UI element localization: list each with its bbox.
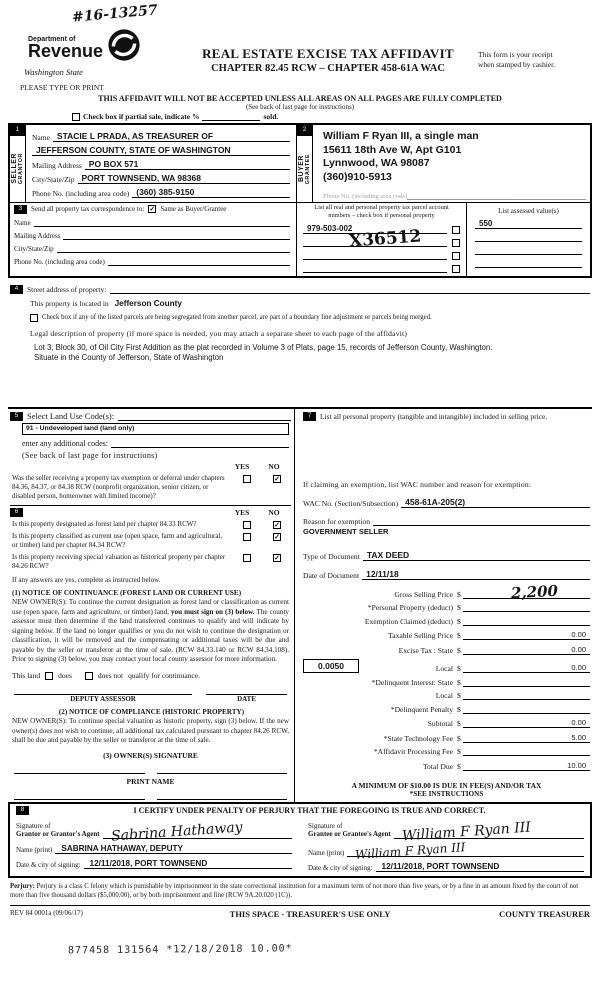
correspondence-label: Send all property tax correspondence to: — [31, 205, 145, 214]
forest-yes-checkbox[interactable] — [243, 521, 251, 529]
partial-sale-percent-field[interactable] — [202, 113, 260, 121]
exemption-prompt: If claiming an exemption, list WAC number and reason for exemption: — [303, 479, 532, 489]
date-of-document-label: Date of Document — [303, 570, 360, 580]
grantor-signature-block: Signature of Grantor or Grantor's Agent Sabrina Hathaway Name (print) SABRINA HATHAWAY, DEPUTY Date & city of signing: 12/11/2018, PORT TOWNSEND — [16, 817, 292, 873]
grantor-date-field[interactable]: 12/11/2018, PORT TOWNSEND — [84, 859, 292, 869]
type-of-document-field[interactable]: TAX DEED — [363, 550, 590, 561]
sold-label: sold. — [263, 112, 279, 121]
grantee-date-field[interactable]: 12/11/2018, PORT TOWNSEND — [376, 862, 584, 872]
if-yes-note: If any answers are yes, complete as instructed below. — [12, 576, 161, 585]
reason-value: GOVERNMENT SELLER — [303, 526, 389, 536]
fee-row-gross: Gross Selling Price $ 2,200 — [303, 590, 590, 599]
handwritten-file-number: #16-13257 — [71, 2, 159, 26]
seller-phone-field[interactable]: (360) 385-9150 — [132, 187, 290, 198]
corr-phone-field[interactable] — [108, 256, 290, 266]
cashier-stamp: 877458 131564 *12/18/2018 10.00* — [67, 942, 293, 956]
local-rate-box: 0.0050 — [303, 659, 359, 673]
corr-name-label: Name — [14, 218, 31, 227]
fee-row-excise-local: 0.0050 Local $ 0.00 — [303, 659, 590, 673]
notice-continuance-body: NEW OWNER(S): To continue the current designation as forest land or classification as current use (open space, farm and agriculture, or timber) land, you must sign on (3) below. The county assessor must then determine if the land transferred continues to qualify and will indicate by signing below. If the land no longer qualifies or you do not wish to continue the designation or classification, it will be removed and the compensating or additional taxes will be due and payable by the seller or transferor at the time of sale. (RCW 84.33.140 or RCW 84.34.108). Prior to signing (3) below, you may contact your local county assessor for more information. — [12, 598, 290, 663]
deferral-question: Was the seller receiving a property tax exemption or deferral under chapters 84.36, 84.37, or 84.38 RCW (nonprofit organization, senior citizen, or disabled person, homeowner with limited income)? — [12, 473, 225, 500]
assessed-values-section — [467, 203, 590, 276]
current-use-question-row — [10, 532, 291, 550]
street-address-label: Street address of property: — [27, 284, 107, 294]
personal-property-checkbox[interactable] — [452, 252, 460, 260]
section-4-number: 4 — [10, 285, 23, 294]
parcel-number-field[interactable] — [303, 251, 447, 260]
land-use-code-line — [118, 420, 291, 421]
fee-row-delinquent-penalty: *Delinquent Penalty $ — [303, 705, 590, 714]
please-type-label: PLEASE TYPE OR PRINT — [20, 83, 104, 92]
dor-swirl-icon — [107, 28, 141, 67]
fee-row-excise-state: Excise Tax : State $ 0.00 — [303, 645, 590, 655]
seller-role-label: SELLER — [11, 153, 18, 185]
grantee-print-name-field[interactable]: William F Ryan III — [347, 844, 584, 857]
parcel-number-field[interactable]: 979-503-002 — [303, 224, 447, 234]
personal-property-checkbox[interactable] — [452, 239, 460, 247]
owner-print-name-line[interactable] — [157, 799, 288, 800]
forest-no-checkbox[interactable]: ✓ — [274, 520, 280, 529]
type-of-document-label: Type of Document — [303, 551, 360, 561]
grantee-date-label: Date & city of signing: — [308, 864, 373, 873]
deferral-no-checkbox[interactable]: ✓ — [274, 474, 280, 483]
section-6-number: 6 — [10, 508, 23, 517]
section-7-number: 7 — [303, 412, 316, 421]
wac-field[interactable]: 458-61A-205(2) — [401, 497, 590, 508]
affidavit-processing-fee-field[interactable] — [463, 747, 590, 756]
see-instructions-note: *SEE INSTRUCTIONS — [409, 789, 484, 798]
legal-description-label: Legal description of property (if more space is needed, you may attach a separate sheet to each page of the affidavit) — [30, 328, 408, 338]
same-as-buyer-checkbox[interactable]: ✓ — [149, 205, 156, 214]
state-technology-fee-field[interactable]: 5.00 — [463, 733, 590, 743]
yes-no-header: YES NO — [234, 461, 280, 471]
fee-row-delinquent-interest-state: *Delinquent Interest: State $ — [303, 678, 590, 687]
segregated-label: Check box if any of the listed parcels are being segregated from another parcel, are part of a boundary line adjustment or parcels being merged. — [42, 313, 432, 321]
grantor-print-name-label: Name (print) — [16, 846, 53, 855]
seller-name-field[interactable]: STACIE L PRADA, AS TREASURER OF — [53, 131, 290, 142]
parcel-number-field[interactable] — [303, 264, 447, 273]
middle-columns — [8, 407, 592, 802]
grantee-signature-block: Signature of Grantee or Grantee's Agent William F Ryan III Name (print) William F Ryan III Date & city of signing: 12/11/2018, PORT TOWNSEND — [308, 817, 584, 873]
partial-sale-row — [72, 112, 600, 121]
gross-selling-price-field[interactable]: 2,200 — [463, 590, 590, 599]
grantor-print-name-field[interactable]: SABRINA HATHAWAY, DEPUTY — [55, 844, 292, 854]
does-label: does — [58, 671, 72, 681]
parties-box — [8, 123, 592, 278]
owner-signature-line[interactable] — [157, 773, 288, 774]
this-land-label: This land — [12, 671, 41, 681]
washington-state-label: Washington State — [24, 67, 83, 77]
revenue-label: Revenue — [28, 40, 104, 61]
grantor-date-label: Date & city of signing: — [16, 861, 81, 870]
additional-codes-field[interactable] — [111, 447, 289, 448]
dor-logo-block — [10, 20, 178, 92]
seller-city-label: City/State/Zip — [32, 175, 75, 184]
seller-section — [10, 125, 297, 202]
continuance-qualify-row — [10, 671, 291, 680]
section-5-number: 5 — [10, 412, 23, 421]
seller-city-field[interactable]: PORT TOWNSEND, WA 98368 — [78, 173, 291, 184]
grantee-role-label: GRANTEE — [305, 153, 311, 184]
excise-tax-local-field[interactable]: 0.00 — [463, 663, 590, 673]
current-use-no-checkbox[interactable]: ✓ — [274, 532, 280, 541]
treasurers-space-label: THIS SPACE - TREASURER'S USE ONLY — [229, 908, 391, 919]
print-name-label: PRINT NAME — [126, 776, 175, 786]
form-subtitle: CHAPTER 82.45 RCW – CHAPTER 458-61A WAC — [211, 63, 445, 74]
certification-section — [8, 802, 592, 879]
seller-phone-label: Phone No. (including area code) — [32, 189, 130, 198]
taxable-selling-price-field[interactable]: 0.00 — [463, 630, 590, 640]
corr-city-field[interactable] — [57, 243, 290, 253]
corr-phone-label: Phone No. (including area code) — [14, 257, 105, 266]
forest-land-question: Is this property designated as forest land per chapter 84.33 RCW? — [12, 519, 197, 528]
owner-print-name-line[interactable] — [14, 799, 145, 800]
personal-property-intro: List all personal property (tangible and intangible) included in selling price. — [320, 411, 548, 421]
seller-mailing-label: Mailing Address — [32, 161, 82, 170]
dept-of-label: Department of — [28, 35, 76, 43]
reason-label: Reason for exemption — [303, 516, 371, 526]
grantee-print-name-label: Name (print) — [308, 849, 345, 858]
historic-question-row — [10, 553, 291, 571]
street-address-field[interactable] — [110, 285, 590, 294]
fee-row-processing-fee: *Affidavit Processing Fee $ — [303, 747, 590, 756]
see-back-note: (See back of last page for instructions) — [245, 103, 355, 111]
section-2-number: 2 — [297, 125, 312, 136]
owners-signature-title: (3) OWNER(S) SIGNATURE — [103, 750, 198, 760]
buyer-section — [297, 125, 590, 202]
buyer-info-block[interactable]: William F Ryan III, a single man 15611 18th Ave W, Apt G101 Lynnwood, WA 98087 (360)910-5913 — [323, 130, 479, 183]
assessed-value-field[interactable]: 550 — [475, 219, 582, 229]
delinquent-interest-local-field[interactable] — [463, 691, 590, 700]
corr-city-label: City/State/Zip — [14, 244, 54, 253]
land-use-column — [8, 409, 295, 802]
forest-question-row — [10, 520, 291, 529]
subtotal-field[interactable]: 0.00 — [463, 718, 590, 728]
notice-compliance-title: (2) NOTICE OF COMPLIANCE (HISTORIC PROPERTY) — [58, 708, 245, 717]
delinquent-interest-state-field[interactable] — [463, 678, 590, 687]
land-use-label: Select Land Use Code(s): — [27, 410, 115, 421]
parcel-numbers-section — [297, 203, 467, 276]
section-3-number: 3 — [14, 205, 27, 214]
grantor-role-label: GRANTOR — [18, 153, 24, 185]
located-in-label: This property is located in — [30, 298, 109, 308]
seller-name-label: Name — [32, 133, 50, 142]
seller-mailing-field[interactable]: PO BOX 571 — [85, 159, 290, 170]
corr-name-field[interactable] — [34, 217, 290, 227]
buyer-phone-row: Phone No. (including area code) — [323, 193, 586, 200]
form-title: REAL ESTATE EXCISE TAX AFFIDAVIT — [202, 46, 454, 61]
fee-table — [303, 581, 590, 771]
county-treasurer-label: COUNTY TREASURER — [499, 908, 590, 919]
same-as-buyer-label: Same as Buyer/Grantee — [160, 205, 227, 214]
grantor-signature-field[interactable]: Sabrina Hathaway — [103, 823, 292, 839]
additional-codes-label: enter any additional codes: — [22, 438, 108, 448]
certify-statement: I CERTIFY UNDER PENALTY OF PERJURY THAT THE FOREGOING IS TRUE AND CORRECT. — [133, 805, 486, 815]
fee-row-taxable: Taxable Selling Price $ 0.00 — [303, 630, 590, 640]
fee-row-delinquent-interest-local: Local $ — [303, 691, 590, 700]
section-1-number: 1 — [10, 125, 25, 136]
deputy-assessor-label: DEPUTY ASSESSOR — [70, 695, 136, 704]
buyer-phone-field[interactable] — [407, 193, 586, 200]
minimum-due-note: A MINIMUM OF $10.00 IS DUE IN FEE(S) AND/OR TAX — [351, 780, 542, 790]
legal-description-value[interactable]: Lot 3, Block 30, of Oil City First Addition as the plat recorded in Volume 3 of Plats, page 15, records of Jefferson County, Washington. Situate in the County of Jefferson, State of Washington — [34, 342, 493, 363]
fee-row-subtotal: Subtotal $ 0.00 — [303, 718, 590, 728]
correspondence-section — [10, 203, 297, 276]
deferral-yes-checkbox[interactable] — [243, 475, 251, 483]
historic-no-checkbox[interactable]: ✓ — [274, 554, 280, 563]
parcel-header: List all real and personal property tax parcel account numbers – check box if personal property — [314, 203, 449, 219]
footer-row — [10, 909, 590, 919]
deferral-question-row — [10, 474, 291, 501]
seller-name-field-2[interactable]: JEFFERSON COUNTY, STATE OF WASHINGTON — [32, 145, 290, 156]
fee-row-personal: *Personal Property (deduct) $ — [303, 603, 590, 612]
rev-number: REV 84 0001a (09/06/17) — [10, 908, 83, 917]
date-label: DATE — [237, 695, 256, 704]
handwritten-parcel-note: X36512 — [348, 226, 422, 252]
buyer-role-label: BUYER — [298, 155, 305, 183]
corr-mailing-label: Mailing Address — [14, 231, 61, 240]
fee-row-total-due: Total Due $ 10.00 — [303, 761, 590, 771]
corr-mailing-field[interactable] — [63, 230, 290, 240]
does-checkbox[interactable] — [45, 672, 53, 680]
assessed-value-field[interactable] — [475, 259, 582, 268]
grantee-signature-field[interactable]: William F Ryan III — [394, 823, 584, 839]
see-back-instructions: (See back of last page for instructions) — [22, 450, 158, 460]
assessed-value-field[interactable] — [475, 233, 582, 242]
delinquent-penalty-field[interactable] — [463, 705, 590, 714]
parcel-row — [303, 251, 460, 260]
does-not-label: does not — [97, 671, 124, 681]
reason-field[interactable] — [373, 516, 590, 526]
partial-sale-label: Check box if partial sale, indicate % — [83, 112, 200, 121]
current-use-question: Is this property classified as current use (open space, farm and agricultural, or timber) land per chapter 84.34 RCW? — [12, 531, 223, 550]
notice-continuance-title: (1) NOTICE OF CONTINUANCE (FOREST LAND OR CURRENT USE) — [12, 589, 242, 598]
partial-sale-checkbox[interactable] — [72, 113, 80, 121]
wac-label: WAC No. (Section/Subsection) — [303, 498, 399, 508]
current-use-yes-checkbox[interactable] — [243, 533, 251, 541]
historic-yes-checkbox[interactable] — [243, 554, 251, 562]
land-use-code-select[interactable]: 91 - Undeveloped land (land only) — [22, 423, 289, 435]
qualify-label: qualify for continuance. — [128, 671, 200, 681]
fee-row-technology-fee: *State Technology Fee $ 5.00 — [303, 733, 590, 743]
tax-column — [295, 409, 592, 802]
exemption-claimed-field[interactable] — [463, 617, 590, 626]
yes-no-header-2: YES NO — [234, 507, 280, 517]
perjury-statement: Perjury: Perjury is a class C felony which is punishable by imprisonment in the state correctional institution for a maximum term of not more than five years, or by a fine in an amount fixed by the court of not more than five thousand dollars ($5,000.00), or by both imprisonment and fine (RCW 9A.20.020 (1C)). — [10, 882, 590, 905]
personal-property-checkbox[interactable] — [452, 226, 460, 234]
owner-signature-line[interactable] — [14, 773, 145, 774]
completion-notice: THIS AFFIDAVIT WILL NOT BE ACCEPTED UNLESS ALL AREAS ON ALL PAGES ARE FULLY COMPLETED — [98, 94, 502, 103]
date-of-document-field[interactable]: 12/11/18 — [362, 569, 590, 580]
segregated-checkbox[interactable] — [30, 314, 38, 322]
personal-property-checkbox[interactable] — [452, 265, 460, 273]
county-value: Jefferson County — [114, 298, 182, 308]
fee-row-exemption: Exemption Claimed (deduct) $ — [303, 617, 590, 626]
does-not-checkbox[interactable] — [85, 672, 93, 680]
historic-question: Is this property receiving special valuation as historical property per chapter 84.26 RCW? — [12, 553, 226, 571]
assessed-value-field[interactable] — [475, 246, 582, 255]
property-location-section — [8, 280, 592, 407]
excise-tax-state-field[interactable]: 0.00 — [463, 645, 590, 655]
notice-compliance-body: NEW OWNER(S): To continue special valuation as historic property, sign (3) below. If the new owner(s) does not wish to continue, all additional tax calculated pursuant to chapter 84.26 RCW, shall be due and payable by the seller or transferor at the time of sale. — [12, 717, 289, 745]
section-8-number: 8 — [16, 806, 29, 815]
personal-property-deduct-field[interactable] — [463, 603, 590, 612]
receipt-note: This form is your receipt when stamped by cashier. — [478, 50, 556, 69]
parcel-row — [303, 264, 460, 273]
total-due-field[interactable]: 10.00 — [463, 761, 590, 771]
assessed-header: List assessed value(s) — [498, 206, 559, 215]
